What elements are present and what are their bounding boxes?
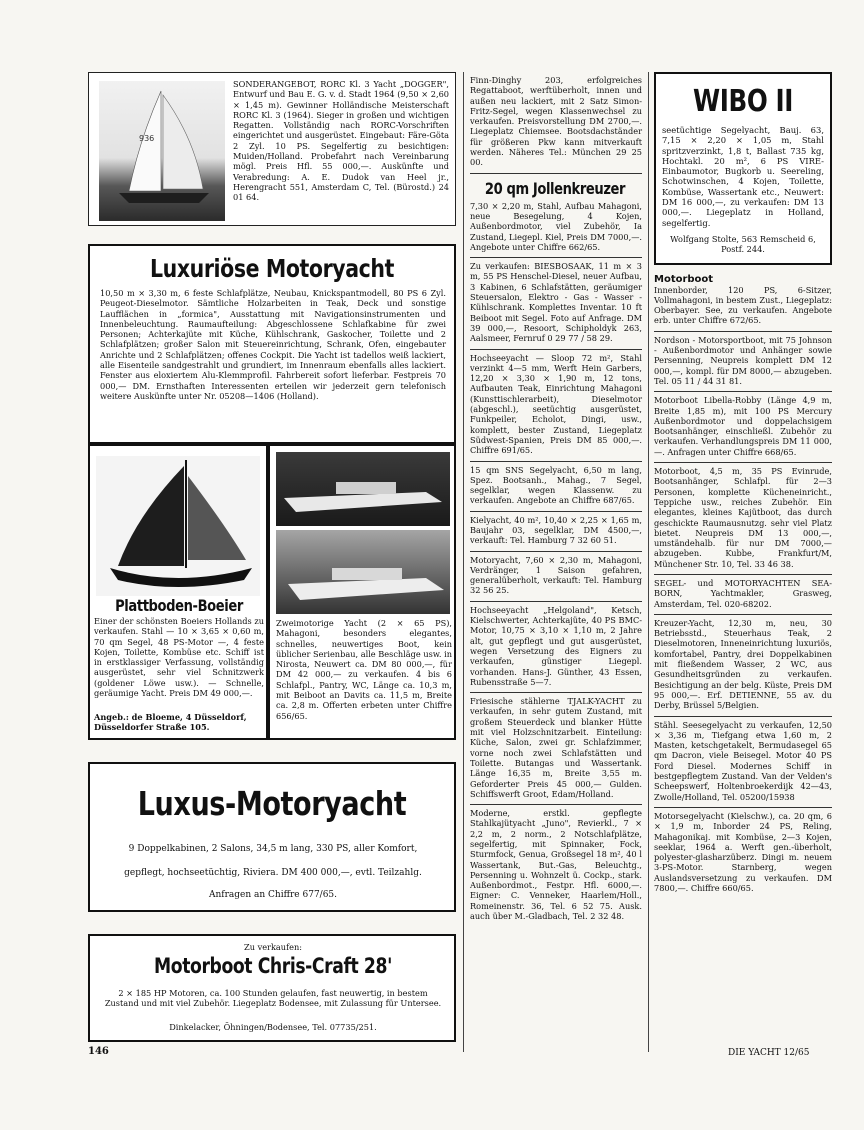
- ad-text: Einer der schönsten Boeiers Hollands zu verkaufen. Stahl — 10 × 3,65 × 0,60 m, 70 qm Segel, 48 PS-Motor —, 4 feste Kojen, Toilette, Kombüse etc. Schiff ist in erstklassiger Verfassung, vollständig ausgerüstet, sehr viel Schnitzwerk (goldener Löwe usw.). — Schnelle, geräumige Yacht. Preis DM 49 000,—.: [94, 616, 264, 699]
- ad-zweimotorige-yacht: [268, 444, 456, 740]
- ad-title: Luxus-Motoryacht: [137, 784, 407, 823]
- ad-sns-segelyacht: 15 qm SNS Segelyacht, 6,50 m lang, Spez. Bootsanh., Mahag., 7 Segel, segelklar, wegen Klassenw. zu verkaufen. Angebote an Chiffre 687/65.: [470, 462, 642, 512]
- ad-jollenkreuzer: 20 qm Jollenkreuzer 7,30 × 2,20 m, Stahl, Aufbau Mahagoni, neue Besegelung, 4 Kojen, Außenbordmotor, viel Zubehör, Ia Zustand, Liegepl. Kiel, Preis DM 7000,—. Angebote unter Chiffre 662/65.: [470, 174, 642, 258]
- ad-hochseeyacht: Hochseeyacht — Sloop 72 m², Stahl verzinkt 4—5 mm, Werft Hein Garbers, 12,20 × 3,30 × 1,90 m, 12 tons, Aufbauten Teak, Einrichtung Mahagoni (Kunsttischlerarbeit), Dieselmotor (abgeschl.), seetüchtig ausgerüstet, Funkpeiler, Echolot, Dingi, usw., komplett, bester Zustand, Liegeplatz Südwest-Spanien, Preis DM 85 000,—. Chiffre 691/65.: [470, 350, 642, 462]
- ad-biesbosaak: Zu verkaufen: BIESBOSAAK, 11 m × 3 m, 55 PS Henschel-Diesel, neuer Aufbau, 3 Kabinen, 6 Schlafstätten, geräumiger Steuersalon, Elektro - Gas - Wasser - Kühlschrank. Komplettes Inventar. 10 ft Beiboot mit Segel. Foto auf Anfrage. DM 39 000,—, Resoort, Schipholdyk 263, Aalsmeer, Fernruf 0 29 77 / 58 29.: [470, 258, 642, 349]
- magazine-footer: DIE YACHT 12/65: [728, 1048, 810, 1058]
- sailboat-photo: [99, 81, 225, 221]
- ad-libella: Motorboot Libella-Robby (Länge 4,9 m, Breite 1,85 m), mit 100 PS Mercury Außenbordmotor und doppelachsigem Bootsanhänger, einschließl. Zubehör zu verkaufen. Verhandlungspreis DM 11 000,—. Anfragen unter Chiffre 668/65.: [654, 392, 832, 463]
- ad-title: Motorboot: [654, 273, 714, 285]
- boeier-image: [96, 456, 260, 596]
- ad-motorsegelyacht: Motorsegelyacht (Kielschw.), ca. 20 qm, 6 × 1,9 m, Inborder 24 PS, Reling, Mahagonikaj. mit Kombüse, 2—3 Kojen, seeklar, 1964 a. Werft gen.-überholt, polyester-glasharzüberz. Dingi m. neuem 3-PS-Motor. Starnberg, wegen Auslandsversetzung zu verkaufen. DM 7800,—. Chiffre 660/65.: [654, 810, 835, 893]
- sail-number: 936: [139, 134, 155, 143]
- ad-luxus-motoryacht: [88, 762, 456, 912]
- column-3: [654, 72, 835, 898]
- motorboat-photo-bottom: [276, 530, 450, 614]
- ad-luxurioese-motoryacht: [88, 244, 456, 444]
- column-divider: [648, 72, 649, 1052]
- ad-sea-born: SEGEL- und MOTORYACHTEN SEA-BORN, Yachtmakler, Grasweg, Amsterdam, Tel. 020-68202.: [654, 575, 832, 615]
- motorboat-photo-top: [276, 452, 450, 526]
- ad-motorboot: Motorboot Innenborder, 120 PS, 6-Sitzer, Vollmahagoni, in bestem Zust., Liegeplatz: Oberbayer. See, zu verkaufen. Angebote erb. unter Chiffre 672/65.: [654, 271, 832, 332]
- ad-nordson: Nordson - Motorsportboot, mit 75 Johnson - Außenbordmotor und Anhänger sowie Persenning, Neupreis komplett DM 12 000,—, kompl. für DM 8000,— abzugeben. Tel. 05 11 / 44 31 81.: [654, 332, 832, 392]
- ad-text: 10,50 m × 3,30 m, 6 feste Schlafplätze, Neubau, Knickspantmodell, 80 PS 6 Zyl. Peugeot-Dieselmotor. Sämtliche Holzarbeiten in Teak, Deck und sonstige Laufflächen in „formica", Ausstattung mit Navigationsinstrumenten und Innenbeleuchtung. Raumaufteilung: Abgeschlossene Schlafkabine für zwei Personen; Achterkajüte mit Küche, Kühlschrank, Gaskocher, Toilette und 2 Schlafplätzen; großer Salon mit Steuereinrichtung, Schrank, Ofen, eingebauter Anrichte und 2 Schlafplätzen; offenes Cockpit. Die Yacht ist tadellos weiß lackiert, alle Eisenteile sandgestrahlt und grundiert, im Innenraum ebenfalls alles lackiert. Fenster aus eloxiertem Alu-Klemmprofil. Fahrbereit sofort lieferbar. Festpreis 70 000,— DM. Ernsthaften Interessenten erteilen wir jederzeit gern telefonisch weitere Auskünfte unter Nr. 05208—1406 (Holland).: [100, 288, 446, 401]
- ad-text: Zweimotorige Yacht (2 × 65 PS), Mahagoni, besonders elegantes, schnelles, neuwertiges Boot, kein üblicher Serienbau, alle Beschläge usw. in Nirosta, Neuwert ca. DM 80 000,—, für DM 42 000,— zu verkaufen. 4 bis 6 Schlafpl., Pantry, WC, Länge ca. 10,3 m, mit Beiboot an Davits ca. 11,5 m, Breite ca. 2,8 m. Offerten erbeten unter Chiffre 656/65.: [276, 618, 452, 721]
- ad-line-3: Anfragen an Chiffre 677/65.: [208, 890, 338, 900]
- dogger-text: SONDERANGEBOT, RORC Kl. 3 Yacht „DOGGER", Entwurf und Bau E. G. v. d. Stadt 1964 (9,50 × 2,60 × 1,45 m). Gewinner Holländische Meisterschaft RORC Kl. 3 (1964). Sieger in großen und wichtigen Regatten. Vollständig nach RORC-Vorschriften eingerichtet und ausgerüstet. Eingebaut: Färe-Göta 2 Zyl. 10 PS. Segelfertig zu besichtigen: Muiden/Holland. Probefahrt nach Vereinbarung mögl. Preis Hfl. 55 000,—. Auskünfte und Verabredung: A. E. Dudok van Heel jr., Herengracht 551, Amsterdam C, Tel. (Bürostd.) 24 01 64.: [233, 79, 449, 203]
- ad-helgoland: Hochseeyacht „Helgoland", Ketsch, Kielschwerter, Achterkajüte, 40 PS BMC-Motor, 10,75 × 3,10 × 1,10 m, 2 Jahre alt, gut gepflegt und gut ausgerüstet, wegen Versetzung des Eigners zu verkaufen, günstiger Liegepl. vorhanden. Hans-J. Günther, 43 Essen, Rubensstraße 5—7.: [470, 602, 642, 693]
- column-divider: [463, 72, 464, 1052]
- sail-image: [99, 81, 225, 221]
- ad-line-2: gepflegt, hochseetüchtig, Riviera. DM 400 000,—, evtl. Teilzahlg.: [124, 868, 422, 878]
- ad-evinrude: Motorboot, 4,5 m, 35 PS Evinrude, Bootsanhänger, Schlafpl. für 2—3 Personen, komplette Kücheneinricht., Teppiche usw., reiches Zubehör. Ein elegantes, kleines Kajütboot, das durch geschickte Raumausnutzg. sehr viel Platz bietet. Neupreis DM 13 000,—, umständehalb. für nur DM 7000,— abzugeben. Kubbe, Frankfurt/M, Münchener Str. 10, Tel. 33 46 38.: [654, 463, 832, 575]
- page-number: 146: [88, 1046, 109, 1057]
- ad-chris-craft: [88, 934, 456, 1042]
- ad-pre: Zu verkaufen:: [244, 942, 302, 952]
- ad-dogger: [88, 72, 456, 226]
- ad-seesegelyacht: Stähl. Seesegelyacht zu verkaufen, 12,50 × 3,36 m, Tiefgang etwa 1,60 m, 2 Masten, ketschgetakelt, Bermudasegel 65 qm Dacron, viele Beisegel. Motor 40 PS Ford Diesel. Modernes Schiff in bestgepflegtem Zustand. Van der Velden's Scheepswerf, Holtenbroekerdijk 42—43, Zwolle/Holland, Tel. 05200/15938: [654, 717, 832, 808]
- ad-motoryacht: Motoryacht, 7,60 × 2,30 m, Mahagoni, Verdränger, 1 Saison gefahren, generalüberholt, verkauft: Tel. Hamburg 32 56 25.: [470, 552, 642, 602]
- ad-plattboden-boeier: [88, 444, 268, 740]
- ad-title: WIBO II: [693, 84, 793, 119]
- ad-juno: Moderne, erstkl. gepflegte Stahlkajütyacht „Juno", Revierkl., 7 × 2,2 m, 2 norm., 2 Notschlafplätze, segelfertig, mit Spinnaker, Fock, Sturmfock, Genua, Großsegel 18 m², 40 l Wassertank, But.-Gas, Beleuchtg., Persenning u. Wohnzelt ü. Cockp., stark. Außenbordmot., Festpr. Hfl. 6000,—. Eigner: C. Venneker, Haarlem/Holl., Romeinenstr. 36, Tel. 6 52 75. Ausk. auch über M.-Gladbach, Tel. 2 32 48.: [470, 808, 645, 922]
- ad-title: Motorboot Chris-Craft 28': [154, 954, 392, 978]
- column-2: [470, 72, 645, 926]
- ad-contact: Angeb.: de Bloeme, 4 Düsseldorf, Düsseldorfer Straße 105.: [94, 712, 247, 733]
- ad-title: Plattboden-Boeier: [115, 596, 243, 615]
- ad-kielyacht: Kielyacht, 40 m², 10,40 × 2,25 × 1,65 m, Baujahr 03, segelklar, DM 4500,—, verkauft: Tel. Hamburg 7 32 60 51.: [470, 512, 642, 552]
- boeier-photo: [96, 456, 260, 596]
- ad-text: 2 × 185 HP Motoren, ca. 100 Stunden gelaufen, fast neuwertig, in bestem Zustand und mit viel Zubehör. Liegeplatz Bodensee, mit Zulassung für Untersee.: [104, 988, 442, 1009]
- ad-title: 20 qm Jollenkreuzer: [484, 178, 626, 198]
- ad-title: Luxuriöse Motoryacht: [150, 254, 394, 283]
- ad-contact: Dinkelacker, Öhningen/Bodensee, Tel. 07735/251.: [169, 1022, 377, 1032]
- ad-line-1: 9 Doppelkabinen, 2 Salons, 34,5 m lang, 330 PS, aller Komfort,: [128, 844, 418, 854]
- ad-finn-dinghy: Finn-Dinghy 203, erfolgreiches Regattaboot, werftüberholt, innen und außen neu lackiert, mit 2 Satz Simon-Fritz-Segel, wegen Klassenwechsel zu verkaufen. Preisvorstellung DM 2700,—. Liegeplatz Chiemsee. Bootsdachständer für größeren Pkw kann mitverkauft werden. Näheres Tel.: München 29 25 00.: [470, 72, 642, 174]
- ad-kreuzer-yacht: Kreuzer-Yacht, 12,30 m, neu, 30 Betriebsstd., Steuerhaus Teak, 2 Dieselmotoren, Inneneinrichtung luxuriös, komfortabel, Pantry, drei Doppelkabinen mit fließendem Wasser, 2 WC, aus Gesundheitsgründen zu verkaufen. Besichtigung an der belg. Küste, Preis DM 95 000,—. Erf. DETIENNE, 55 av. du Derby, Brüssel 5/Belgien.: [654, 615, 832, 717]
- ad-wibo: WIBO II seetüchtige Segelyacht, Bauj. 63, 7,15 × 2,20 × 1,05 m, Stahl spritzverzinkt, 1,8 t, Ballast 735 kg, Hochtakl. 20 m², 6 PS VIRE-Einbaumotor, Bugkorb u. Seereling, Schotwinschen, 4 Kojen, Toilette, Kombüse, Wassertank etc., Neuwert: DM 16 000,—, zu verkaufen: DM 13 000,—. Liegeplatz in Holland, segelfertig. Wolfgang Stolte, 563 Remscheid 6, Postf. 244.: [654, 72, 832, 265]
- ad-tjalk: Friesische stählerne TJALK-YACHT zu verkaufen, in sehr gutem Zustand, mit großem Steuerdeck und blanker Hütte mit viel Holzschnitzarbeit. Einteilung: Küche, Salon, zwei gr. Schlafzimmer, vorne noch zwei Schlafstätten und Toilette. Butangas und Wassertank. Länge 16,35 m, Breite 3,55 m. Geforderter Preis 45 000,— Gulden. Schiffswerft Groot, Edam/Holland.: [470, 693, 642, 805]
